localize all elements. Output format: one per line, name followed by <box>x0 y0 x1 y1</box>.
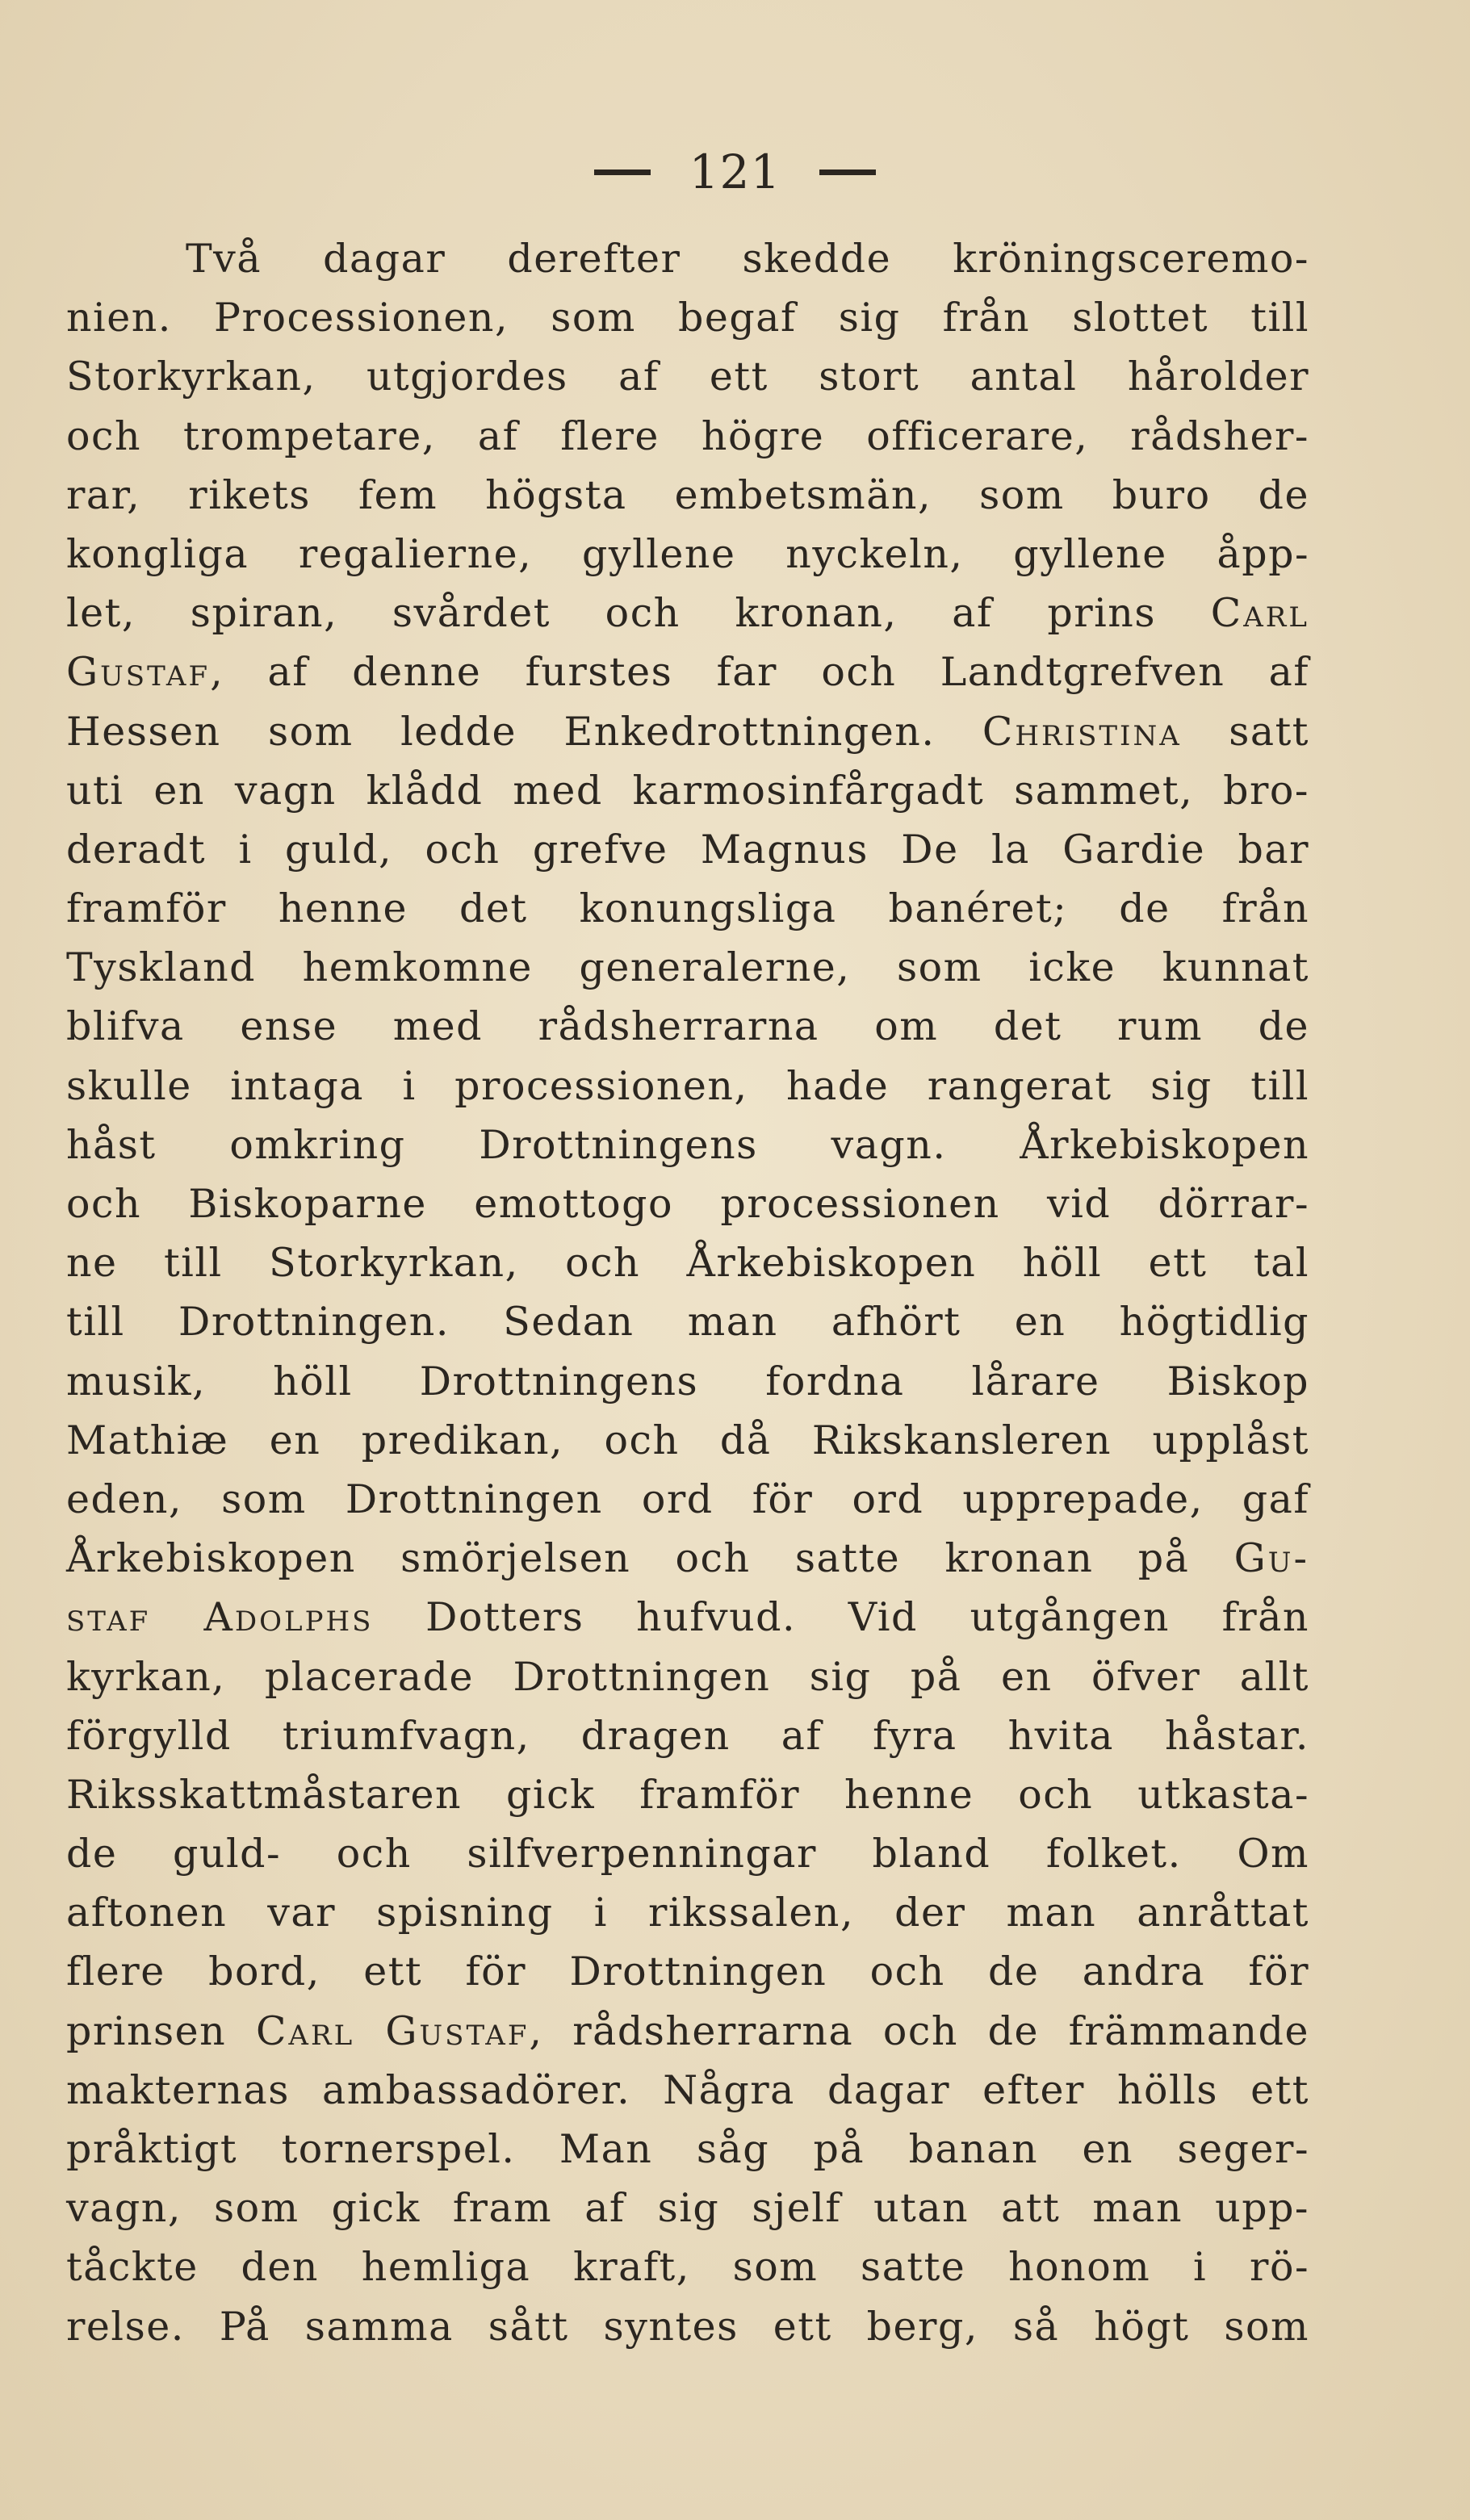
text-segment: pråktigt tornerspel. Man såg på banan en seger- <box>66 2126 1309 2172</box>
text-line <box>66 1116 1309 1174</box>
text-line <box>66 938 1309 997</box>
text-line <box>66 584 1309 643</box>
text-line <box>66 1706 1309 1765</box>
text-segment: och trompetare, af flere högre officerare, rådsher- <box>66 412 1309 459</box>
small-caps-name: Christina <box>982 708 1182 755</box>
text-line <box>66 1352 1309 1411</box>
text-line <box>66 2237 1309 2296</box>
text-segment: förgylld triumfvagn, dragen af fyra hvita håstar. <box>66 1712 1309 1759</box>
small-caps-name: staf Adolphs <box>66 1594 374 1641</box>
text-segment: satt <box>1181 708 1309 755</box>
text-line <box>66 2179 1309 2237</box>
text-segment: kyrkan, placerade Drottningen sig på en öfver allt <box>66 1653 1309 1700</box>
page-number-header <box>0 144 1470 200</box>
text-line <box>66 1529 1309 1588</box>
text-line <box>66 407 1309 466</box>
text-line <box>66 1411 1309 1470</box>
text-segment: , rådsherrarna och de främmande <box>529 2007 1309 2054</box>
text-segment: nien. Processionen, som begaf sig från slottet till <box>66 295 1309 341</box>
text-line <box>66 2002 1309 2061</box>
text-line <box>66 1057 1309 1116</box>
text-segment: prinsen <box>66 2007 256 2054</box>
text-line <box>66 1647 1309 1706</box>
text-segment: Två dagar derefter skedde kröningsceremo- <box>186 236 1309 282</box>
text-segment: tåckte den hemliga kraft, som satte honom i rö- <box>66 2244 1309 2291</box>
text-line <box>66 1470 1309 1529</box>
text-line <box>66 879 1309 938</box>
text-line <box>66 1824 1309 1883</box>
small-caps-name: Carl Gustaf <box>255 2007 530 2054</box>
small-caps-name: Gu- <box>1233 1535 1309 1582</box>
text-segment: de guld- och silfverpenningar bland folket. Om <box>66 1831 1309 1877</box>
text-line <box>66 1765 1309 1824</box>
text-line <box>66 466 1309 525</box>
text-line <box>66 761 1309 820</box>
body-text <box>66 229 1309 2356</box>
text-segment: uti en vagn klådd med karmosinfårgadt sammet, bro- <box>66 767 1309 814</box>
text-segment: blifva ense med rådsherrarna om det rum de <box>66 1003 1309 1050</box>
text-line <box>66 643 1309 701</box>
text-segment: , af denne furstes far och Landtgrefven af <box>210 649 1309 696</box>
text-segment: Årkebiskopen smörjelsen och satte kronan på <box>66 1535 1234 1582</box>
text-line <box>66 1942 1309 2001</box>
text-segment: och Biskoparne emottogo processionen vid dörrar- <box>66 1181 1309 1227</box>
text-segment: håst omkring Drottningens vagn. Årkebiskopen <box>66 1121 1309 1168</box>
text-segment: Riksskattmåstaren gick framför henne och utkasta- <box>66 1771 1309 1818</box>
page-number: 121 <box>689 144 781 199</box>
text-line <box>66 1883 1309 1942</box>
text-segment: Dotters hufvud. Vid utgången från <box>373 1594 1309 1641</box>
text-segment: rar, rikets fem högsta embetsmän, som buro de <box>66 471 1309 518</box>
text-segment: Hessen som ledde Enkedrottningen. <box>66 708 982 755</box>
small-caps-name: Gustaf <box>66 649 211 696</box>
text-segment: musik, höll Drottningens fordna lårare Biskop <box>66 1358 1309 1404</box>
text-line <box>66 525 1309 584</box>
text-segment: framför henne det konungsliga banéret; de från <box>66 885 1309 932</box>
text-segment: relse. På samma sått syntes ett berg, så högt som <box>66 2303 1309 2350</box>
text-segment: let, spiran, svårdet och kronan, af prins <box>66 590 1211 637</box>
text-line <box>66 229 1309 288</box>
text-segment: ne till Storkyrkan, och Årkebiskopen höll ett tal <box>66 1240 1309 1287</box>
text-line <box>66 702 1309 761</box>
text-line <box>66 347 1309 406</box>
text-segment: Mathiæ en predikan, och då Rikskansleren upplåst <box>66 1417 1309 1463</box>
text-segment: vagn, som gick fram af sig sjelf utan att man upp- <box>66 2185 1309 2232</box>
text-segment: aftonen var spisning i rikssalen, der man anråttat <box>66 1890 1309 1936</box>
text-segment: skulle intaga i processionen, hade rangerat sig till <box>66 1062 1309 1109</box>
text-line <box>66 2061 1309 2120</box>
text-line <box>66 1588 1309 1647</box>
text-segment: kongliga regalierne, gyllene nyckeln, gyllene åpp- <box>66 530 1309 577</box>
text-segment: flere bord, ett för Drottningen och de andra för <box>66 1949 1309 1995</box>
text-line <box>66 1233 1309 1292</box>
text-line <box>66 1292 1309 1351</box>
text-segment: Tyskland hemkomne generalerne, som icke kunnat <box>66 944 1309 991</box>
text-line <box>66 2120 1309 2179</box>
text-segment: eden, som Drottningen ord för ord upprepade, gaf <box>66 1476 1309 1522</box>
text-line <box>66 820 1309 879</box>
right-dash <box>819 170 876 175</box>
text-line <box>66 2297 1309 2356</box>
text-line <box>66 1174 1309 1233</box>
text-segment: deradt i guld, och grefve Magnus De la Gardie bar <box>66 826 1309 873</box>
text-line <box>66 997 1309 1056</box>
text-segment: Storkyrkan, utgjordes af ett stort antal hårolder <box>66 354 1309 400</box>
left-dash <box>594 170 651 175</box>
text-line <box>66 288 1309 347</box>
text-segment: makternas ambassadörer. Några dagar efter hölls ett <box>66 2066 1309 2113</box>
text-segment: till Drottningen. Sedan man afhört en högtidlig <box>66 1299 1309 1346</box>
small-caps-name: Carl <box>1210 590 1309 637</box>
